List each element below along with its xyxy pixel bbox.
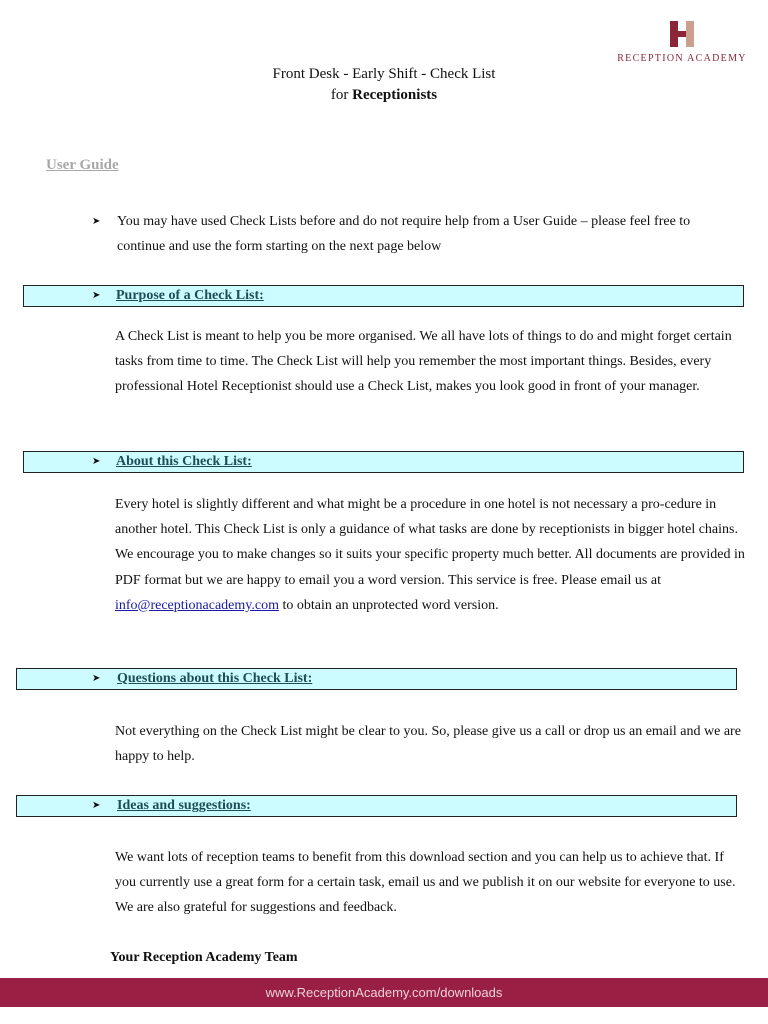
- section-title-about: About this Check List:: [116, 454, 252, 469]
- title-line-2-bold: Receptionists: [352, 87, 438, 103]
- page-title: [0, 64, 768, 106]
- section-text-ideas: We want lots of reception teams to benefit from this download section and you can help us to achieve that. If you currently use a great form for a certain task, email us and we publish it on our website for everyone to use. We are also grateful for suggestions and feedback.: [115, 850, 736, 916]
- section-text-questions: Not everything on the Check List might be clear to you. So, please give us a call or drop us an email and we are happy to help.: [115, 724, 741, 765]
- intro-bullet-text: You may have used Check Lists before and do not require help from a User Guide – please feel free to continue and use the form starting on the next page below: [117, 214, 691, 254]
- brand-name: RECEPTION ACADEMY: [617, 53, 747, 64]
- section-header-about: [23, 451, 744, 473]
- reception-academy-logo: [612, 16, 752, 66]
- section-header-questions: [16, 668, 737, 690]
- section-text-purpose: A Check List is meant to help you be more organised. We all have lots of things to do and might forget certain tasks from time to time. The Check List will help you remember the most important things. Besides, every professional Hotel Receptionist should use a Check List, makes you look good in front of your manager.: [115, 329, 732, 395]
- title-line-2: [0, 85, 768, 106]
- arrow-bullet-icon: ➤: [92, 216, 101, 227]
- section-title-questions: Questions about this Check List:: [117, 671, 313, 686]
- title-line-1: Front Desk - Early Shift - Check List: [272, 66, 496, 82]
- section-header-ideas: [16, 795, 737, 817]
- signature: Your Reception Academy Team: [110, 950, 298, 965]
- footer-url[interactable]: www.ReceptionAcademy.com/downloads: [265, 985, 503, 1000]
- section-title-ideas: Ideas and suggestions:: [117, 798, 251, 813]
- intro-bullet: [92, 209, 732, 259]
- arrow-bullet-icon: ➤: [92, 290, 101, 301]
- about-text-before: Every hotel is slightly different and what might be a procedure in one hotel is not necessary a pro-cedure in another hotel. This Check List is only a guidance of what tasks are done by receptionists in bigger hotel chains. We encourage you to make changes so it suits your specific property much better. All documents are provided in PDF format but we are happy to email you a word version. This service is free. Please email us at: [115, 497, 745, 588]
- title-line-2-prefix: for: [330, 87, 353, 103]
- about-text-after: to obtain an unprotected word version.: [278, 597, 499, 613]
- hotel-h-icon: [668, 20, 696, 48]
- email-link[interactable]: info@receptionacademy.com: [115, 597, 279, 613]
- footer-bar: [0, 978, 768, 1007]
- arrow-bullet-icon: ➤: [92, 673, 101, 684]
- user-guide-heading: User Guide: [46, 157, 119, 173]
- section-title-purpose: Purpose of a Check List:: [116, 288, 264, 303]
- arrow-bullet-icon: ➤: [92, 456, 101, 467]
- section-text-about: [115, 492, 745, 618]
- arrow-bullet-icon: ➤: [92, 800, 101, 811]
- section-header-purpose: [23, 285, 744, 307]
